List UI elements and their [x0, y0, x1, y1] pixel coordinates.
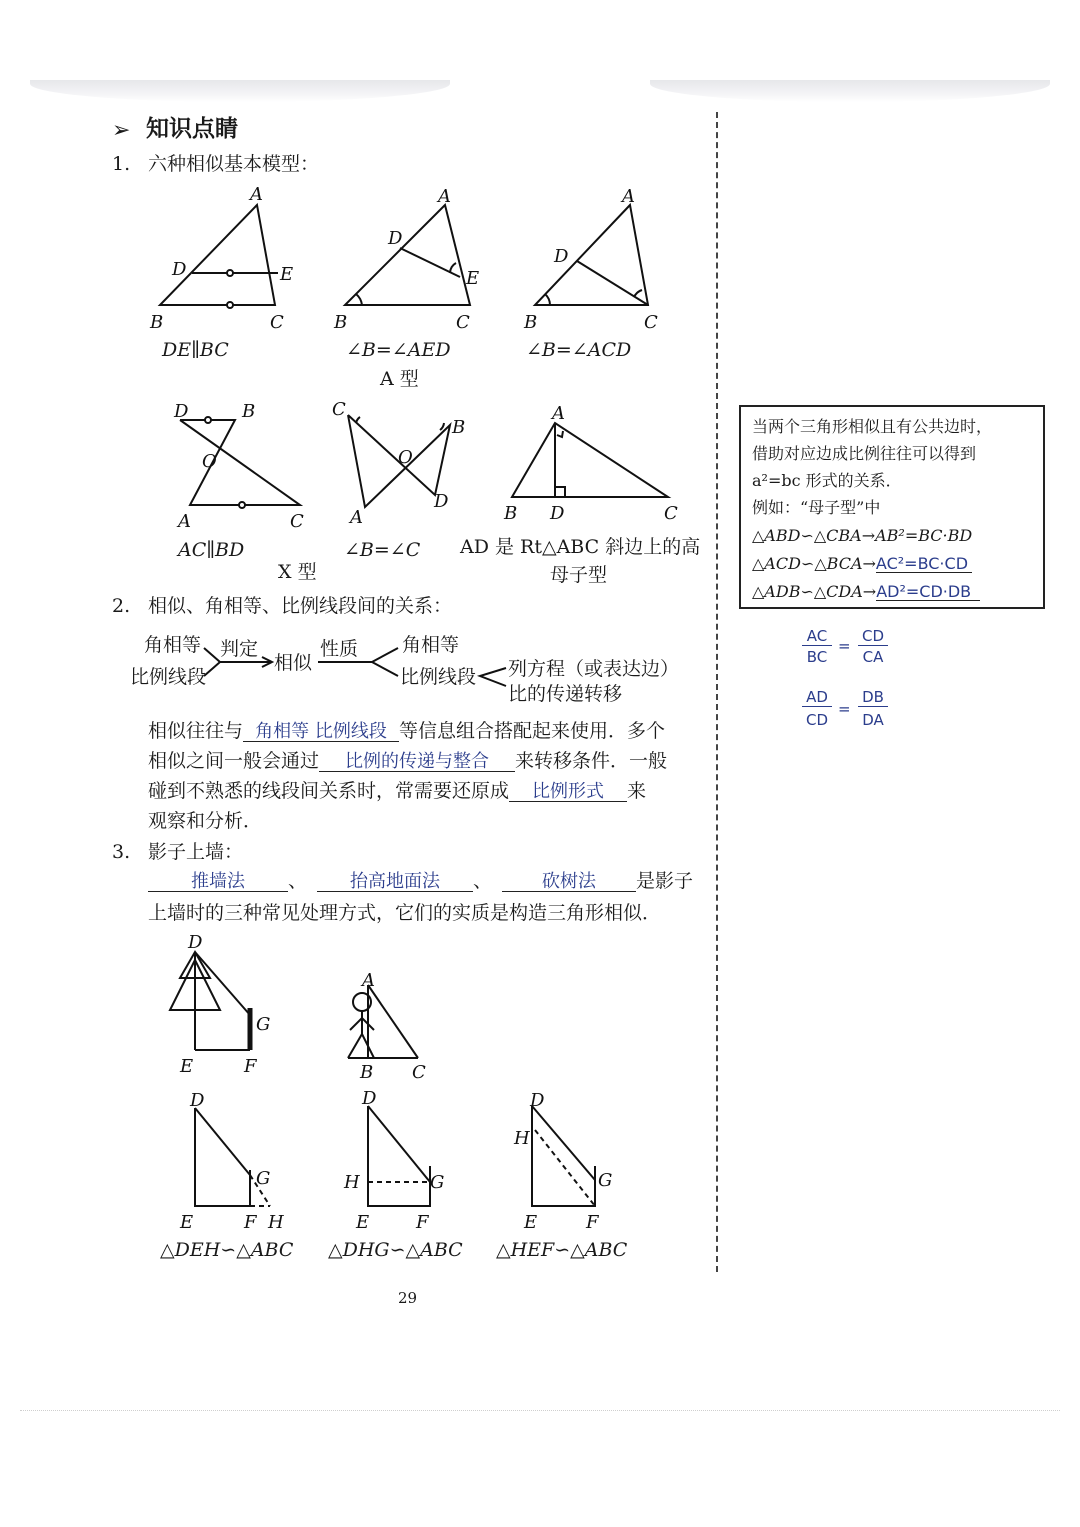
side-box-line3: a²=bc 形式的关系． — [752, 471, 902, 490]
flow-arrow1-label: 判定 — [220, 638, 259, 660]
point-label: A — [438, 186, 451, 207]
a-fig2-triangle — [345, 205, 470, 305]
mz-right-angle — [557, 431, 563, 437]
a-fig3-caption: ∠B=∠ACD — [526, 339, 632, 361]
note-frac2-num: AD — [802, 688, 832, 707]
point-label: E — [180, 1212, 194, 1233]
a-type-diagrams — [130, 180, 690, 400]
point-label: H — [344, 1172, 360, 1193]
flow-far-bottom: 比的传递转移 — [508, 683, 623, 705]
x-fig2-angle-arc — [440, 423, 444, 430]
point-label: G — [430, 1172, 445, 1193]
a-fig3-cd-line — [577, 261, 648, 305]
side-box-line1: 当两个三角形相似且有公共边时， — [752, 417, 993, 436]
item3-number: 3. — [112, 841, 131, 863]
flow-far-top: 列方程（或表达边） — [508, 658, 680, 680]
shadow-fig1-caption: △DEH∽△ABC — [160, 1239, 294, 1261]
shadow-fig3-lines — [532, 1106, 595, 1206]
point-label: B — [150, 312, 164, 333]
point-label: D — [530, 1090, 545, 1111]
a-fig2-caption: ∠B=∠AED — [346, 339, 451, 361]
flow-right-bottom: 比例线段 — [400, 666, 477, 688]
mz-right-angle — [555, 487, 565, 497]
x-fig2-caption: ∠B=∠C — [344, 539, 421, 561]
shadow-diagrams — [140, 930, 660, 1240]
flow-left-top: 角相等 — [144, 634, 202, 656]
para-line4: 观察和分析． — [148, 810, 263, 832]
x-type-diagrams — [160, 395, 720, 535]
section-title: 知识点睛 — [146, 116, 238, 142]
shadow-method-1: 推墙法 — [148, 873, 288, 892]
point-label: E — [466, 268, 480, 289]
flow-right-top: 角相等 — [402, 634, 460, 656]
point-label: H — [268, 1212, 284, 1233]
point-label: B — [524, 312, 538, 333]
sun-ray-line — [195, 1108, 250, 1175]
side-answer-2: AD²=CD·DB — [876, 584, 980, 601]
point-label: H — [514, 1128, 530, 1149]
x-fig1-caption: AC∥BD — [178, 539, 245, 561]
mz-triangle — [512, 423, 668, 497]
point-label: F — [586, 1212, 599, 1233]
sun-ray-line — [368, 1106, 430, 1182]
side-box-line2: 借助对应边成比例往往可以得到 — [752, 444, 977, 463]
section-bullet-icon: ➢ — [112, 118, 131, 143]
shadow-method-2: 抬高地面法 — [317, 873, 473, 892]
point-label: E — [280, 264, 294, 285]
a-fig1-caption: DE∥BC — [162, 339, 229, 361]
point-label: D — [362, 1088, 377, 1109]
flow-split-arrow-icon — [480, 668, 506, 686]
sun-ray-line — [532, 1106, 595, 1180]
shadow-fig2-caption: △DHG∽△ABC — [328, 1239, 463, 1261]
page-bottom-edge — [20, 1410, 1060, 1411]
para-line1: 相似往往与 角相等 比例线段 等信息组合搭配起来使用．多个 — [148, 720, 666, 742]
point-label: C — [270, 312, 284, 333]
flow-arrows — [200, 630, 520, 710]
mz-caption: AD 是 Rt△ABC 斜边上的高 — [460, 536, 701, 558]
sun-ray-line — [195, 952, 250, 1015]
point-label: D — [190, 1090, 205, 1111]
item3-line1: 推墙法 、 抬高地面法 、 砍树法 是影子 — [148, 872, 693, 892]
point-label: F — [416, 1212, 429, 1233]
point-label: B — [452, 417, 466, 438]
para-line2: 相似之间一般会通过 比例的传递与整合 来转移条件．一般 — [148, 750, 668, 772]
page-number: 29 — [398, 1289, 418, 1307]
note-frac2-den: CD — [805, 711, 829, 729]
side-box-line4: 例如：“母子型”中 — [752, 498, 881, 517]
side-box-line5: △ABD∽△CBA→AB²=BC·BD — [752, 526, 973, 545]
column-divider — [716, 112, 718, 1272]
point-label: D — [554, 246, 569, 267]
side-box-line6: △ACD∽△BCA→AC²=BC·CD — [752, 556, 972, 573]
note-frac2-eq: = — [838, 700, 851, 718]
point-label: B — [242, 401, 256, 422]
point-label: G — [598, 1170, 613, 1191]
item2-text: 相似、角相等、比例线段间的关系： — [148, 595, 453, 617]
a-fig2-angle-arc — [450, 263, 456, 273]
item1-number: 1. — [112, 153, 131, 175]
item3-text: 影子上墙： — [148, 841, 244, 863]
item1-text: 六种相似基本模型： — [148, 153, 320, 175]
point-label: D — [388, 228, 403, 249]
scan-shadow-right — [650, 80, 1050, 102]
blank-answer-3: 比例形式 — [509, 783, 627, 802]
point-label: C — [290, 511, 304, 532]
x-fig1-parallel-mark — [239, 502, 245, 508]
point-label: C — [332, 399, 346, 420]
shadow-fig3-caption: △HEF∽△ABC — [496, 1239, 628, 1261]
point-label: D — [188, 932, 203, 953]
note-frac1-eq: = — [838, 637, 851, 655]
x-fig1-parallel-mark — [205, 417, 211, 423]
flow-arrow2-label: 性质 — [320, 638, 359, 660]
point-label: F — [244, 1212, 257, 1233]
point-label: A — [350, 507, 363, 528]
point-label: B — [360, 1062, 374, 1083]
point-label: B — [504, 503, 518, 524]
point-label: C — [412, 1062, 426, 1083]
point-label: F — [244, 1056, 257, 1077]
point-label: D — [550, 503, 565, 524]
flow-split-arrow-icon — [372, 648, 398, 676]
point-label: E — [524, 1212, 538, 1233]
point-label: A — [362, 970, 375, 991]
side-answer-1: AC²=BC·CD — [876, 556, 972, 573]
note-frac1-num: AC — [802, 627, 832, 646]
a-fig2-angle-arc — [356, 294, 362, 305]
point-label: G — [256, 1014, 271, 1035]
sun-ray-line — [368, 985, 418, 1058]
x-fig1-lines — [180, 420, 300, 505]
note-frac2-rnum: DB — [858, 688, 888, 707]
side-box-line7: △ADB∽△CDA→AD²=CD·DB — [752, 584, 980, 601]
item3-line2: 上墙时的三种常见处理方式，它们的实质是构造三角形相似． — [148, 902, 662, 924]
shadow-method-3: 砍树法 — [502, 873, 636, 892]
blank-answer-1: 角相等 比例线段 — [243, 723, 399, 742]
x-fig2-angle-arc — [356, 417, 360, 423]
a-fig1-parallel-mark — [227, 302, 233, 308]
a-fig3-angle-arc — [545, 294, 550, 305]
point-label: A — [178, 511, 191, 532]
note-frac1-rden: CA — [862, 648, 884, 666]
note-frac1-den: BC — [806, 648, 828, 666]
point-label: C — [644, 312, 658, 333]
point-label: A — [622, 186, 635, 207]
a-fig1-parallel-mark — [227, 270, 233, 276]
item2-number: 2. — [112, 595, 131, 617]
mz-type-label: 母子型 — [550, 564, 608, 586]
point-label: E — [180, 1056, 194, 1077]
point-label: A — [552, 403, 565, 424]
flow-merge-arrow-icon — [204, 648, 220, 676]
shadow-fig2-lines — [368, 1106, 430, 1206]
point-label: D — [174, 401, 189, 422]
point-label: D — [172, 259, 187, 280]
person-legs-icon — [348, 1034, 374, 1058]
point-label: O — [202, 451, 217, 472]
blank-answer-2: 比例的传递与整合 — [319, 753, 515, 772]
a-fig3-angle-arc — [634, 290, 642, 297]
point-label: B — [334, 312, 348, 333]
flow-center: 相似 — [274, 652, 313, 674]
shadow-fig1-lines — [195, 1108, 250, 1206]
flow-left-bottom: 比例线段 — [130, 666, 207, 688]
point-label: C — [456, 312, 470, 333]
scan-shadow-left — [30, 80, 450, 102]
point-label: D — [434, 491, 449, 512]
point-label: A — [250, 184, 263, 205]
a-fig1-triangle — [160, 205, 275, 305]
point-label: G — [256, 1168, 271, 1189]
note-frac2-rden: DA — [862, 711, 884, 729]
a-fig3-triangle — [535, 205, 648, 305]
note-frac1-rnum: CD — [858, 627, 888, 646]
para-line3: 碰到不熟悉的线段间关系时，常需要还原成 比例形式 来 — [148, 780, 647, 802]
x-type-label: X 型 — [278, 561, 317, 583]
point-label: C — [664, 503, 678, 524]
a-type-label: A 型 — [380, 368, 419, 390]
point-label: O — [398, 447, 413, 468]
point-label: E — [356, 1212, 370, 1233]
